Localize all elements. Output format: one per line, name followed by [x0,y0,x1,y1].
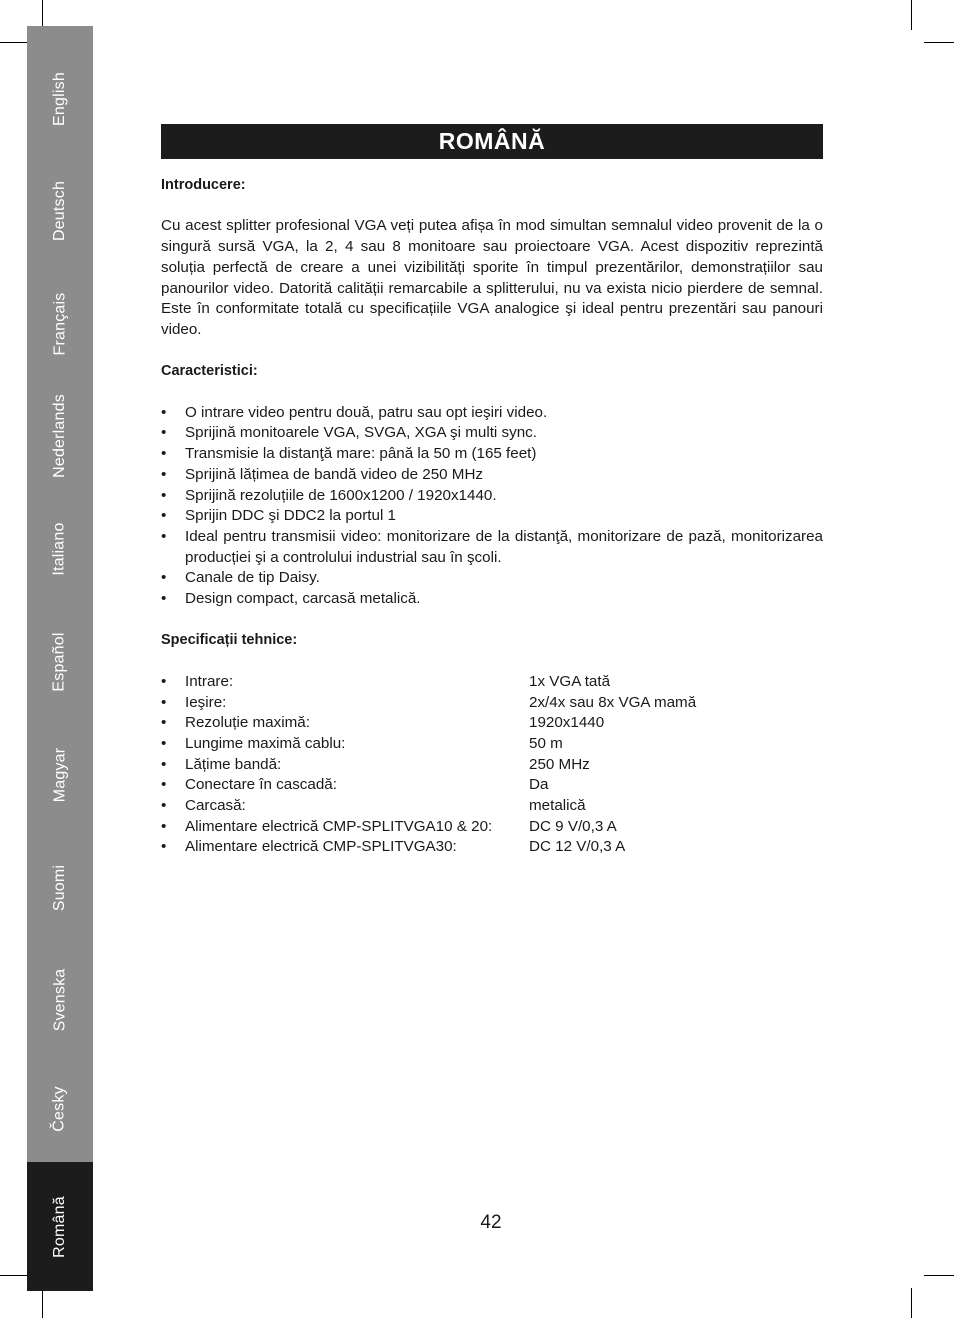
spec-label: • Alimentare electrică CMP-SPLITVGA10 & 20: [185,817,493,835]
tab-label: Svenska [51,968,68,1032]
spec-row [161,672,823,693]
specs-heading: Specificații tehnice: [161,632,298,649]
spec-value: 1920x1440 [529,714,605,732]
tab-suomi[interactable] [27,832,93,944]
list-item: • Sprijină monitoarele VGA, SVGA, XGA şi multi sync. [161,423,823,444]
list-item: • O intrare video pentru două, patru sau opt ieşiri video. [161,403,823,424]
tab-nederlands[interactable] [27,380,93,492]
list-item: • Sprijin DDC şi DDC2 la portul 1 [161,506,823,527]
list-item: • Transmisie la distanţă mare: până la 50 m (165 feet) [161,444,823,465]
spec-value: DC 12 V/0,3 A [529,838,626,856]
tab-english[interactable] [27,44,93,154]
tab-label: Nederlands [51,394,69,478]
tab-svenska[interactable] [27,944,93,1056]
tab-label: Español [50,632,68,692]
spec-label: • Lățime bandă: [185,755,282,773]
tab-deutsch[interactable] [27,154,93,268]
list-item: • Canale de tip Daisy. [161,568,823,589]
page-number: 42 [480,1212,502,1233]
crop-mark [911,1288,912,1318]
spec-label: • Lungime maximă cablu: [185,734,346,752]
crop-mark [924,1275,954,1276]
crop-mark [924,42,954,43]
intro-paragraph: Cu acest splitter profesional VGA veți putea afișa în mod simultan semnalul video provenit de la o singură sursă VGA, la 2, 4 sau 8 monitoare sau proiectoare VGA. Acest dispozitiv reprezintă soluția perfectă de creare a unei vizibilități sporite în timpul prezentărilor, demonstrațiilor sau panourilor video. Datorită calității remarcabile a splitterului, nu va exista nicio pierdere de semnal. Este în conformitate totală cu specificațiile VGA analogice şi ideal pentru prezentări sau panouri video. [161,217,823,338]
specs-list [161,672,823,858]
crop-mark [911,0,912,30]
tab-romana[interactable] [27,1162,93,1291]
spec-value: DC 9 V/0,3 A [529,817,617,835]
page-title-bar [161,124,823,159]
spec-value: metalică [529,797,586,815]
spec-row [161,796,823,817]
spec-row [161,755,823,776]
tab-label: Suomi [50,864,68,912]
features-heading: Caracteristici: [161,363,258,380]
spec-row [161,693,823,714]
tab-francais[interactable] [27,268,93,380]
list-item: • Ideal pentru transmisii video: monitorizare de la distanţă, monitorizare de pază, monitorizarea producției şi a controlului industrial sau în şcoli. [161,527,823,568]
spec-label: • Ieşire: [185,693,227,711]
list-item: • Design compact, carcasă metalică. [161,589,823,610]
tab-magyar[interactable] [27,718,93,832]
tab-label: Română [51,1195,68,1258]
tab-label: Česky [50,1086,68,1132]
spec-value: 50 m [529,734,563,752]
tab-label: Deutsch [50,180,68,242]
crop-mark [0,42,30,43]
intro-heading: Introducere: [161,177,246,193]
features-list [161,403,823,610]
list-item: • Sprijină lățimea de bandă video de 250 MHz [161,465,823,486]
page-content [161,175,823,858]
spec-value: 2x/4x sau 8x VGA mamă [529,693,697,711]
page-title: ROMÂNĂ [438,128,546,154]
spec-row [161,713,823,734]
spec-label: • Carcasă: [185,797,246,815]
crop-mark [42,1288,43,1318]
spec-value: 250 MHz [529,755,590,773]
spec-value: 1x VGA tată [529,672,611,690]
spec-row [161,837,823,858]
spec-row [161,734,823,755]
list-item: • Sprijină rezoluțiile de 1600x1200 / 1920x1440. [161,486,823,507]
crop-mark [0,1275,30,1276]
spec-row [161,775,823,796]
spec-row [161,817,823,838]
spec-label: • Alimentare electrică CMP-SPLITVGA30: [185,838,457,856]
spec-label: • Intrare: [185,672,234,690]
tab-label: English [50,72,68,126]
tab-italiano[interactable] [27,492,93,606]
spec-label: • Conectare în cascadă: [185,776,337,794]
tab-cesky[interactable] [27,1056,93,1162]
tab-label: Italiano [50,522,68,576]
spec-label: • Rezoluție maximă: [185,714,310,732]
language-sidebar [27,26,93,1291]
tab-label: Français [50,292,68,356]
spec-value: Da [529,776,549,794]
tab-espanol[interactable] [27,606,93,718]
tab-label: Magyar [51,747,68,803]
